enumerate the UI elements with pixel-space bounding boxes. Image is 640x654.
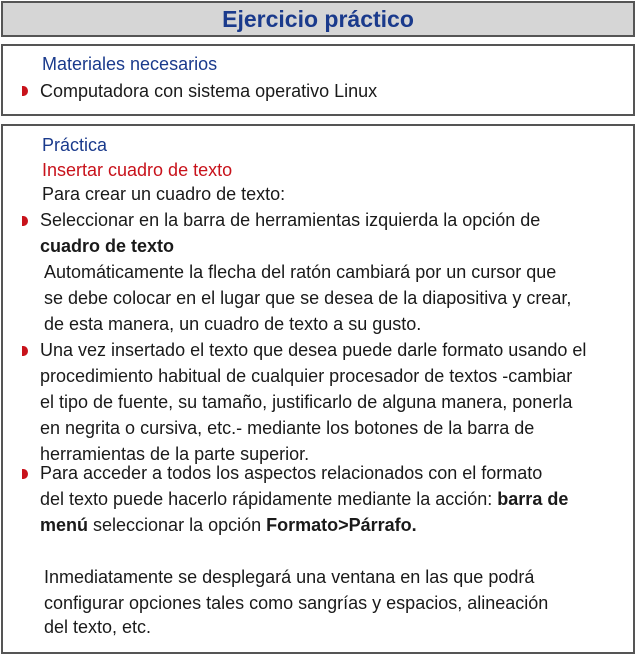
- bullet-1-line-1: Seleccionar en la barra de herramientas izquierda la opción de: [40, 210, 541, 230]
- bullet-3-line-2: [40, 486, 568, 512]
- bullet-3-line-1: Para acceder a todos los aspectos relacionados con el formato: [40, 463, 543, 483]
- bullet-icon: [22, 469, 28, 479]
- page-title: Ejercicio práctico: [222, 6, 414, 32]
- practice-intro: Para crear un cuadro de texto:: [42, 184, 286, 204]
- bold-term: barra de: [497, 489, 569, 509]
- bold-term: Formato>Párrafo.: [266, 515, 417, 535]
- para-2-line-1: Inmediatamente se desplegará una ventana en las que podrá: [44, 567, 535, 587]
- bullet-1-line-2: [40, 233, 174, 259]
- para-1-line-2: se debe colocar en el lugar que se desea de la diapositiva y crear,: [44, 288, 572, 308]
- bullet-3-text: del texto puede hacerlo rápidamente mediante la acción:: [40, 489, 498, 509]
- bullet-2-line-5: herramientas de la parte superior.: [40, 444, 310, 464]
- para-2-line-3: del texto, etc.: [44, 617, 152, 637]
- practice-heading: Práctica: [42, 135, 108, 155]
- practice-subheading: Insertar cuadro de texto: [42, 160, 233, 180]
- materials-item: Computadora con sistema operativo Linux: [40, 81, 378, 101]
- para-1-line-1: Automáticamente la flecha del ratón cambiará por un cursor que: [44, 262, 557, 282]
- bullet-icon: [22, 86, 28, 96]
- materials-heading: Materiales necesarios: [42, 54, 218, 74]
- para-1-line-3: de esta manera, un cuadro de texto a su gusto.: [44, 314, 422, 334]
- bullet-2-line-1: Una vez insertado el texto que desea puede darle formato usando el: [40, 340, 587, 360]
- bold-term: cuadro de texto: [40, 236, 175, 256]
- bullet-2-line-3: el tipo de fuente, su tamaño, justificarlo de alguna manera, ponerla: [40, 392, 573, 412]
- bullet-3-text: seleccionar la opción: [88, 515, 267, 535]
- bold-term: menú: [40, 515, 89, 535]
- bullet-2-line-4: en negrita o cursiva, etc.- mediante los botones de la barra de: [40, 418, 535, 438]
- bullet-icon: [22, 346, 28, 356]
- bullet-3-line-3: [40, 512, 417, 538]
- para-2-line-2: configurar opciones tales como sangrías y espacios, alineación: [44, 593, 549, 613]
- title-banner: [1, 1, 635, 37]
- bullet-icon: [22, 216, 28, 226]
- bullet-2-line-2: procedimiento habitual de cualquier procesador de textos -cambiar: [40, 366, 573, 386]
